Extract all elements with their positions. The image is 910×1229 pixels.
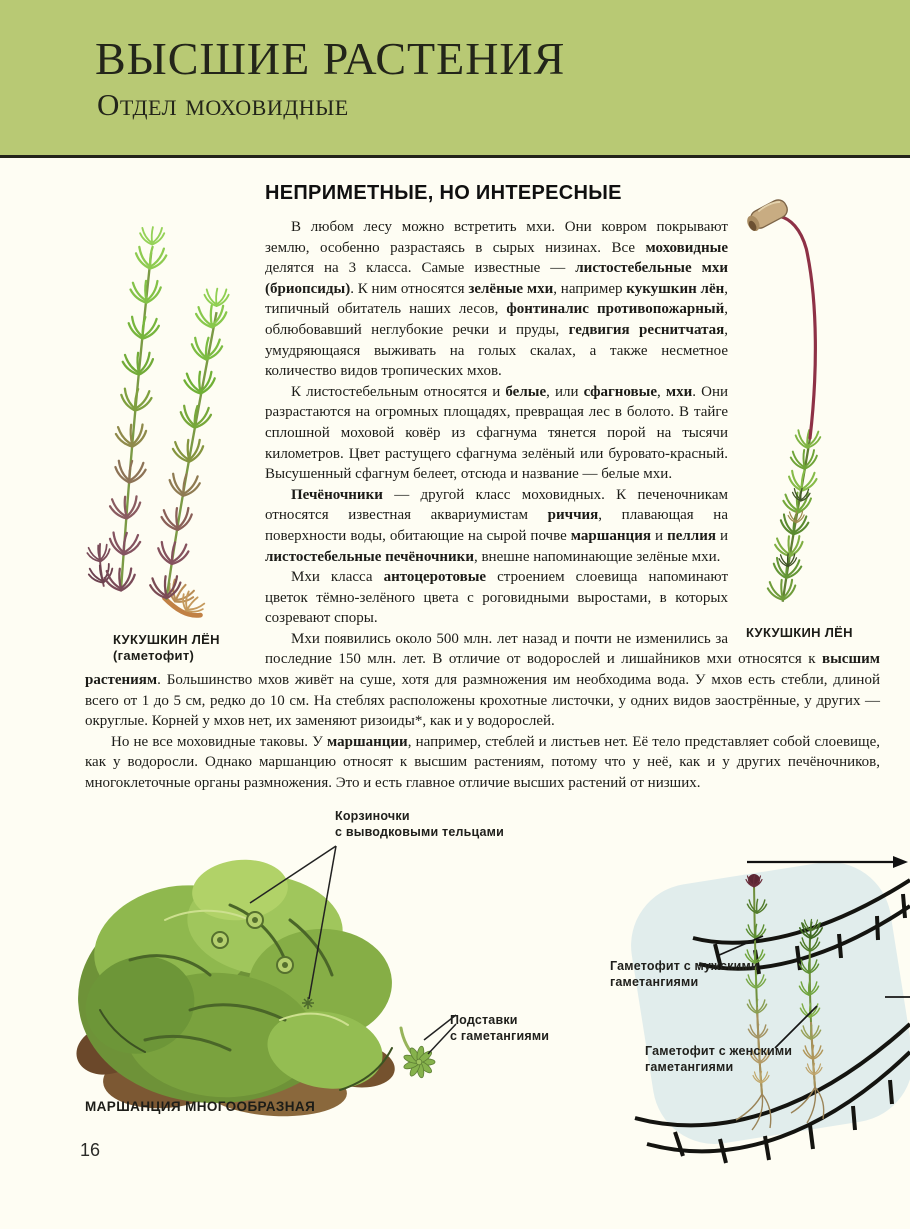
figure-kukushkin-lyon-gametophyte [85, 168, 265, 665]
chapter-header [0, 0, 910, 158]
paragraph: К листостебельным относятся и белые, или сфагновые, мхи. Они разрастаются на огромных площадях, превращая лес в болото. В тайге сплошной моховой ковёр из сфагнума тянется порой на тысячи километров. Цвет растущего сфагнума зелёный или буровато-красный. Высушенный сфагнум белеет, отсюда и название — белые мхи. [265, 383, 729, 483]
paragraph: Мхи класса антоцеротовые строением слоевища напоминают цветок тёмно-зелёного цвета с роговидными выростами, в которых созревают споры. [265, 569, 728, 627]
figure-caption-line2: (гаметофит) [113, 648, 195, 664]
figure-caption: МАРШАНЦИЯ МНОГООБРАЗНАЯ [85, 1099, 316, 1114]
label-female-gametophyte: Гаметофит с женскими гаметангиями [645, 1044, 793, 1075]
figure-caption: КУКУШКИН ЛЁН [746, 625, 853, 640]
label-gemma-baskets: Корзиночки с выводковыми тельцами [335, 809, 505, 840]
paragraph: Но не все моховидные таковы. У маршанции, например, стеблей и листьев нет. Её тело представляет собой слоевище, как у водоросли. Однако маршанцию относят к высшим растениям, потому что у неё, как и у других печёночников, многоклеточные органы размножения. Это и есть главное отличие высших растений от низших. [85, 733, 881, 792]
paragraph: Печёночники — другой класс моховидных. К печеночникам относятся известная аквариумистам риччия, плавающая на поверхности воды, обитающие на сырой почве маршанция и пеллия и листостебельные печёночники, внешне напоминающие зелёные мхи. [265, 486, 729, 565]
moss-lifecycle-diagram [605, 842, 910, 1145]
section-heading: НЕПРИМЕТНЫЕ, НО ИНТЕРЕСНЫЕ [265, 182, 622, 204]
marchantia-illustration [70, 800, 490, 1130]
figure-caption [113, 632, 265, 665]
figure-kukushkin-lyon-sporophyte [728, 168, 880, 646]
chapter-title: ВЫСШИЕ РАСТЕНИЯ [95, 33, 566, 84]
paragraph: В любом лесу можно встретить мхи. Они ковром покрывают землю, особенно разрастаясь в сырых низинах. Все моховидные делятся на 3 класса. Самые известные — листостебельные мхи (бриопсиды). К ним относятся зелёные мхи, например кукушкин лён, типичный обитатель наших лесов, фонтиналис противопожарный, облюбовавший неглубокие речки и пруды, гедвигия реснитчатая, умудряющаяся выживать на голых скалах, а также несметное количество видов тропических мхов. [265, 219, 729, 380]
page-number: 16 [80, 1140, 101, 1160]
moss-gametophyte-illustration [73, 172, 273, 617]
label-male-gametophyte: Гаметофит с мужскими гаметангиями [610, 959, 759, 990]
bottom-figures [60, 800, 910, 1160]
spore-capsule [744, 197, 790, 233]
figure-caption-line1: КУКУШКИН ЛЁН [113, 632, 220, 647]
paragraph: Мхи появились около 500 млн. лет назад и почти не изменились за последние 150 млн. лет. В отличие от водорослей и лишайников мхи относятся к высшим растениям. Большинство мхов живёт на суше, хотя для размножения им необходима вода. У мхов есть стебли, длиной всего от 1 до 5 см, редко до 10 см. На стеблях расположены крохотные листочки, у одних видов заострённые, у других — округлые. Корней у мхов нет, их заменяют ризоиды*, как и у водорослей. [85, 630, 880, 730]
label-gametangia-stands: Подставки с гаметангиями [450, 1013, 550, 1044]
chapter-subtitle: Отдел моховидные [97, 86, 349, 122]
moss-sporophyte-illustration [730, 184, 880, 614]
article [85, 168, 880, 794]
